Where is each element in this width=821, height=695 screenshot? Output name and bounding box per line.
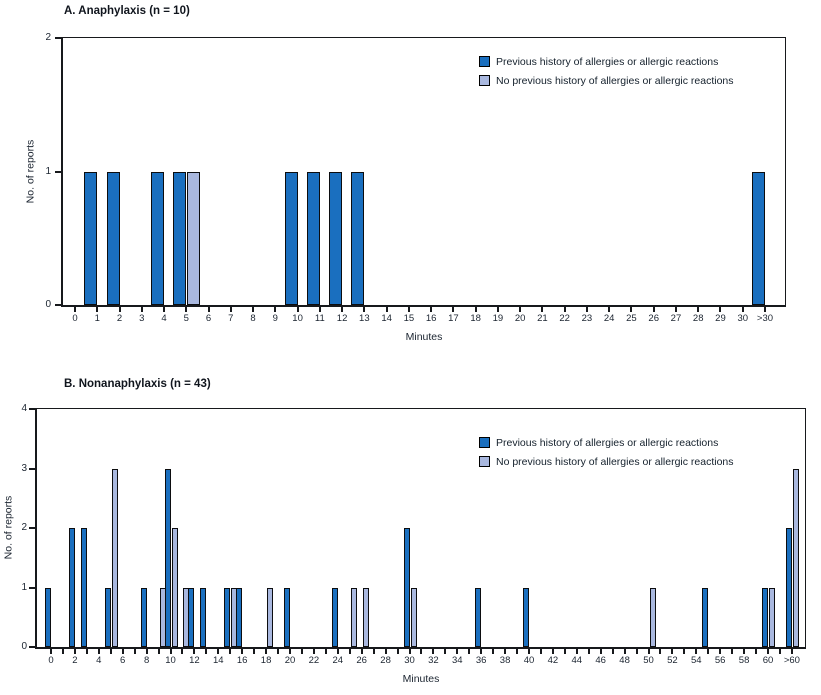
x-tick-mark — [252, 307, 254, 312]
x-tick-label: 16 — [236, 655, 248, 666]
x-tick-mark — [217, 649, 219, 654]
x-tick-label: 20 — [514, 313, 526, 324]
x-tick-mark — [468, 649, 470, 654]
bar-previous-history — [332, 588, 338, 648]
x-tick-mark — [731, 649, 733, 654]
x-tick-label: 12 — [336, 313, 348, 324]
x-tick-mark — [119, 307, 121, 312]
bar-no-previous-history — [411, 588, 417, 648]
x-tick-mark — [586, 307, 588, 312]
x-tick-label: 4 — [161, 313, 167, 324]
y-tick-label: 0 — [45, 299, 51, 310]
x-tick-mark — [519, 307, 521, 312]
bar-no-previous-history — [172, 528, 178, 647]
bar-previous-history — [141, 588, 147, 648]
legend-label: Previous history of allergies or allergic reactions — [496, 436, 719, 449]
x-tick-mark — [480, 649, 482, 654]
x-tick-mark — [181, 649, 183, 654]
x-tick-label: 8 — [250, 313, 256, 324]
chart-a-title: A. Anaphylaxis (n = 10) — [64, 5, 190, 17]
x-tick-mark — [564, 649, 566, 654]
x-tick-mark — [683, 649, 685, 654]
x-tick-mark — [193, 649, 195, 654]
x-tick-mark — [695, 649, 697, 654]
x-tick-mark — [552, 649, 554, 654]
x-tick-label: >30 — [756, 313, 774, 324]
x-tick-mark — [74, 307, 76, 312]
bar-previous-history — [173, 172, 186, 306]
x-tick-label: 12 — [189, 655, 200, 666]
x-tick-label: 40 — [523, 655, 535, 666]
x-tick-mark — [653, 307, 655, 312]
y-tick-label: 3 — [21, 462, 27, 474]
x-tick-label: 3 — [139, 313, 145, 324]
x-tick-mark — [588, 649, 590, 654]
x-tick-mark — [608, 307, 610, 312]
x-tick-mark — [241, 649, 243, 654]
x-tick-mark — [767, 649, 769, 654]
legend-item-previous-history — [479, 52, 734, 71]
x-tick-label: 22 — [559, 313, 570, 324]
bar-previous-history — [151, 172, 164, 306]
x-tick-label: 25 — [626, 313, 637, 324]
x-tick-label: 29 — [715, 313, 726, 324]
x-tick-label: 26 — [648, 313, 659, 324]
x-tick-label: 8 — [143, 655, 150, 666]
legend-swatch-light-blue — [479, 75, 490, 86]
legend-label: Previous history of allergies or allergic reactions — [496, 55, 719, 68]
bar-previous-history — [351, 172, 364, 306]
x-tick-mark — [146, 649, 148, 654]
x-tick-mark — [386, 307, 388, 312]
x-tick-label: 0 — [48, 655, 54, 666]
bar-no-previous-history — [363, 588, 369, 648]
x-tick-mark — [576, 649, 578, 654]
y-tick-mark — [29, 468, 35, 470]
bar-previous-history — [284, 588, 290, 648]
x-tick-label: 2 — [116, 313, 123, 324]
x-tick-label: 14 — [381, 313, 392, 324]
chart-a-legend — [479, 52, 734, 90]
bar-previous-history — [84, 172, 97, 306]
x-tick-mark — [397, 649, 399, 654]
x-tick-mark — [361, 649, 363, 654]
x-tick-mark — [363, 307, 365, 312]
x-tick-mark — [337, 649, 339, 654]
x-tick-mark — [349, 649, 351, 654]
x-tick-label: 16 — [425, 313, 437, 324]
x-tick-label: 23 — [581, 313, 593, 324]
x-tick-mark — [205, 649, 207, 654]
x-tick-mark — [742, 307, 744, 312]
x-tick-mark — [791, 649, 793, 654]
x-tick-mark — [319, 307, 321, 312]
x-tick-label: >60 — [783, 655, 800, 666]
x-tick-mark — [325, 649, 327, 654]
x-tick-mark — [707, 649, 709, 654]
bar-previous-history — [285, 172, 298, 306]
x-tick-mark — [170, 649, 172, 654]
x-tick-label: 14 — [213, 655, 224, 666]
chart-a-x-axis-title: Minutes — [405, 331, 443, 343]
x-tick-label: 21 — [537, 313, 548, 324]
x-tick-label: 20 — [284, 655, 296, 666]
x-tick-label: 7 — [228, 313, 234, 324]
x-tick-mark — [62, 649, 64, 654]
x-tick-mark — [755, 649, 757, 654]
bar-previous-history — [107, 172, 120, 306]
x-tick-mark — [659, 649, 661, 654]
bar-previous-history — [475, 588, 481, 648]
x-tick-label: 30 — [404, 655, 415, 666]
x-tick-mark — [600, 649, 602, 654]
x-tick-mark — [134, 649, 136, 654]
x-tick-mark — [185, 307, 187, 312]
x-tick-mark — [540, 649, 542, 654]
y-tick-mark — [29, 527, 35, 529]
chart-b-title: B. Nonanaphylaxis (n = 43) — [64, 378, 211, 390]
x-tick-mark — [779, 649, 781, 654]
x-tick-label: 10 — [292, 313, 303, 324]
bar-no-previous-history — [160, 588, 166, 648]
bar-no-previous-history — [267, 588, 273, 648]
x-tick-label: 28 — [380, 655, 391, 666]
bar-no-previous-history — [231, 588, 237, 648]
x-tick-mark — [313, 649, 315, 654]
chart-b-x-axis-title: Minutes — [402, 673, 440, 685]
x-tick-mark — [289, 649, 291, 654]
x-tick-mark — [719, 649, 721, 654]
x-tick-label: 6 — [205, 313, 212, 324]
x-tick-label: 0 — [72, 313, 78, 324]
x-tick-mark — [420, 649, 422, 654]
bar-previous-history — [105, 588, 111, 648]
x-tick-label: 24 — [332, 655, 344, 666]
bar-previous-history — [307, 172, 320, 306]
x-tick-label: 54 — [691, 655, 702, 666]
x-tick-mark — [229, 649, 231, 654]
x-tick-label: 2 — [72, 655, 78, 666]
x-tick-mark — [301, 649, 303, 654]
x-tick-mark — [86, 649, 88, 654]
x-tick-mark — [630, 307, 632, 312]
chart-b-legend — [479, 433, 734, 471]
x-tick-mark — [648, 649, 650, 654]
x-tick-mark — [96, 307, 98, 312]
x-tick-label: 56 — [714, 655, 726, 666]
x-tick-label: 24 — [603, 313, 615, 324]
x-tick-mark — [141, 307, 143, 312]
legend-item-no-previous-history — [479, 452, 734, 471]
x-tick-mark — [385, 649, 387, 654]
y-tick-label: 0 — [21, 641, 27, 652]
x-tick-label: 48 — [619, 655, 630, 666]
x-tick-label: 9 — [272, 313, 278, 324]
bar-no-previous-history — [650, 588, 656, 648]
x-tick-mark — [230, 307, 232, 312]
bar-no-previous-history — [793, 469, 799, 648]
bar-no-previous-history — [183, 588, 189, 648]
x-tick-label: 6 — [120, 655, 126, 666]
x-tick-mark — [98, 649, 100, 654]
x-tick-label: 18 — [470, 313, 481, 324]
bar-no-previous-history — [112, 469, 118, 648]
x-tick-label: 15 — [403, 313, 415, 324]
x-tick-mark — [208, 307, 210, 312]
y-tick-label: 1 — [21, 581, 27, 593]
bar-previous-history — [81, 528, 87, 647]
x-tick-mark — [265, 649, 267, 654]
legend-swatch-dark-blue — [479, 437, 490, 448]
bar-previous-history — [523, 588, 529, 648]
x-tick-label: 42 — [547, 655, 559, 666]
x-tick-mark — [504, 649, 506, 654]
x-tick-mark — [719, 307, 721, 312]
x-tick-label: 60 — [762, 655, 774, 666]
y-tick-label: 4 — [21, 403, 27, 414]
x-tick-label: 4 — [96, 655, 102, 666]
x-tick-mark — [671, 649, 673, 654]
bar-previous-history — [45, 588, 51, 648]
chart-b-y-axis-title: No. of reports — [2, 495, 15, 560]
y-tick-label: 2 — [21, 522, 27, 533]
x-tick-mark — [110, 649, 112, 654]
x-tick-label: 27 — [670, 313, 682, 324]
x-tick-mark — [444, 649, 446, 654]
y-tick-mark — [29, 408, 35, 410]
legend-label: No previous history of allergies or allergic reactions — [496, 455, 734, 468]
x-tick-mark — [373, 649, 375, 654]
x-tick-mark — [74, 649, 76, 654]
x-tick-label: 10 — [165, 655, 176, 666]
bar-previous-history — [702, 588, 708, 648]
y-tick-mark — [55, 304, 61, 306]
x-tick-label: 30 — [737, 313, 749, 324]
bar-no-previous-history — [351, 588, 357, 648]
x-tick-mark — [408, 307, 410, 312]
bar-previous-history — [786, 528, 792, 647]
legend-item-previous-history — [479, 433, 734, 452]
bar-previous-history — [224, 588, 230, 648]
x-tick-label: 19 — [492, 313, 504, 324]
x-tick-label: 38 — [499, 655, 511, 666]
chart-a-y-axis-title: No. of reports — [24, 139, 37, 204]
x-tick-mark — [122, 649, 124, 654]
x-tick-mark — [564, 307, 566, 312]
legend-item-no-previous-history — [479, 71, 734, 90]
bar-previous-history — [404, 528, 410, 647]
x-tick-label: 22 — [308, 655, 320, 666]
x-tick-mark — [624, 649, 626, 654]
x-tick-label: 5 — [183, 313, 189, 324]
x-tick-mark — [492, 649, 494, 654]
x-tick-mark — [541, 307, 543, 312]
x-tick-label: 17 — [448, 313, 459, 324]
x-tick-mark — [516, 649, 518, 654]
x-tick-mark — [158, 649, 160, 654]
y-tick-mark — [29, 646, 35, 648]
bar-previous-history — [329, 172, 342, 306]
x-tick-mark — [697, 307, 699, 312]
x-tick-label: 58 — [738, 655, 750, 666]
y-tick-mark — [29, 587, 35, 589]
legend-swatch-light-blue — [479, 456, 490, 467]
x-tick-mark — [612, 649, 614, 654]
x-tick-label: 50 — [643, 655, 654, 666]
x-tick-label: 36 — [475, 655, 487, 666]
x-tick-mark — [456, 649, 458, 654]
x-tick-label: 13 — [359, 313, 370, 324]
x-tick-label: 11 — [314, 313, 325, 324]
x-tick-label: 1 — [94, 313, 100, 324]
x-tick-mark — [475, 307, 477, 312]
x-tick-label: 26 — [356, 655, 367, 666]
bar-previous-history — [752, 172, 765, 306]
bar-previous-history — [762, 588, 768, 648]
x-tick-mark — [297, 307, 299, 312]
x-tick-mark — [497, 307, 499, 312]
bar-previous-history — [69, 528, 75, 647]
x-tick-label: 18 — [260, 655, 272, 666]
x-tick-mark — [274, 307, 276, 312]
bar-no-previous-history — [769, 588, 775, 648]
x-tick-mark — [528, 649, 530, 654]
bar-no-previous-history — [187, 172, 200, 306]
x-tick-mark — [675, 307, 677, 312]
x-tick-label: 34 — [452, 655, 463, 666]
x-tick-mark — [636, 649, 638, 654]
y-tick-mark — [55, 37, 61, 39]
x-tick-label: 28 — [692, 313, 704, 324]
x-tick-mark — [432, 649, 434, 654]
x-tick-label: 52 — [667, 655, 678, 666]
x-tick-label: 46 — [595, 655, 606, 666]
x-tick-mark — [764, 307, 766, 312]
x-tick-mark — [409, 649, 411, 654]
x-tick-mark — [253, 649, 255, 654]
y-tick-label: 2 — [45, 32, 51, 43]
legend-swatch-dark-blue — [479, 56, 490, 67]
x-tick-mark — [430, 307, 432, 312]
bar-previous-history — [200, 588, 206, 648]
x-tick-label: 44 — [571, 655, 583, 666]
x-tick-label: 32 — [428, 655, 439, 666]
x-tick-mark — [341, 307, 343, 312]
x-tick-mark — [163, 307, 165, 312]
legend-label: No previous history of allergies or allergic reactions — [496, 74, 734, 87]
x-tick-mark — [277, 649, 279, 654]
x-tick-mark — [50, 649, 52, 654]
x-tick-mark — [743, 649, 745, 654]
y-tick-label: 1 — [45, 165, 51, 177]
y-tick-mark — [55, 171, 61, 173]
x-tick-mark — [452, 307, 454, 312]
